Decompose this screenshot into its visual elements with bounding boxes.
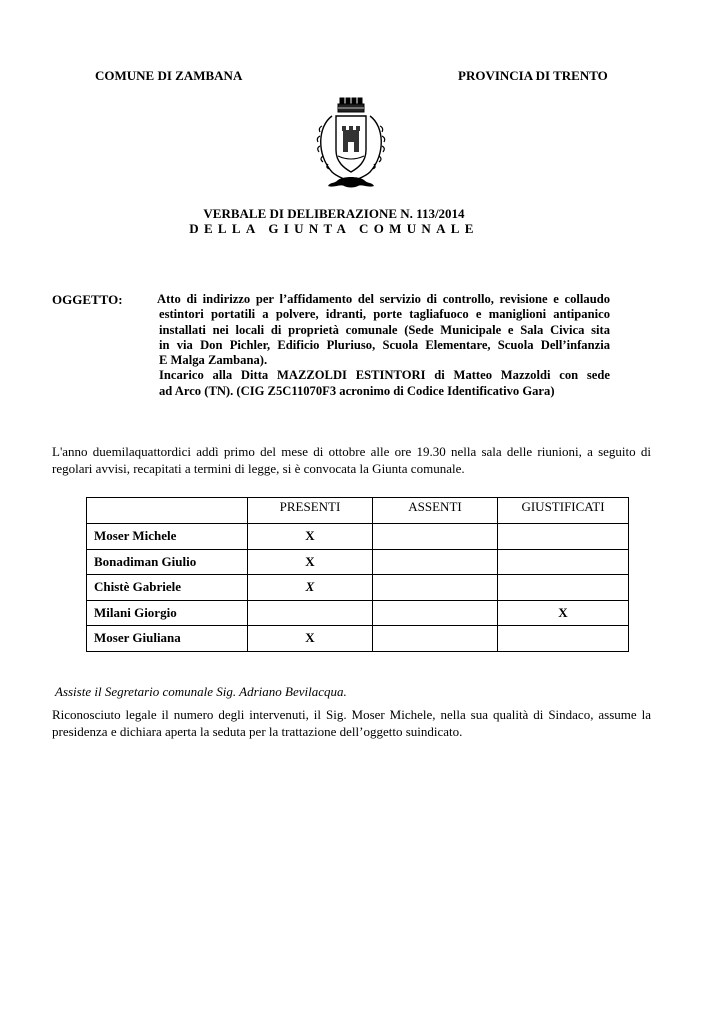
assenti-cell bbox=[373, 575, 498, 601]
assenti-cell bbox=[373, 626, 498, 652]
province-name: PROVINCIA DI TRENTO bbox=[458, 68, 608, 83]
giustificati-cell bbox=[498, 626, 629, 652]
header-cell-name bbox=[87, 498, 248, 524]
giustificati-cell: X bbox=[498, 600, 629, 626]
presenti-cell: X bbox=[248, 575, 373, 601]
table-row bbox=[87, 575, 629, 601]
header-cell-presenti: PRESENTI bbox=[248, 498, 373, 524]
header-cell-assenti: ASSENTI bbox=[373, 498, 498, 524]
subject-line: E Malga Zambana). bbox=[159, 353, 268, 368]
member-name: Moser Giuliana bbox=[87, 626, 248, 652]
presenti-cell: X bbox=[248, 626, 373, 652]
table-header-row bbox=[87, 498, 629, 524]
closing-paragraph: Riconosciuto legale il numero degli intervenuti, il Sig. Moser Michele, nella sua qualità di Sindaco, assume la presidenza e dichiara aperta la seduta per la trattazione dell’oggetto suindicato. bbox=[52, 707, 651, 739]
secretary-statement: Assiste il Segretario comunale Sig. Adriano Bevilacqua. bbox=[55, 684, 347, 699]
presenti-cell: X bbox=[248, 524, 373, 550]
giustificati-cell bbox=[498, 575, 629, 601]
subject-line: ad Arco (TN). (CIG Z5C11070F3 acronimo di Codice Identificativo Gara) bbox=[159, 383, 555, 398]
municipality-name: COMUNE DI ZAMBANA bbox=[95, 68, 243, 83]
intro-paragraph: L'anno duemilaquattordici addì primo del mese di ottobre alle ore 19.30 nella sala delle riunioni, a seguito di regolari avvisi, recapitati a termini di legge, si è convocata la Giunta comunale. bbox=[52, 444, 651, 476]
presenti-cell: X bbox=[248, 549, 373, 575]
subject-line: estintori portatili a polvere, idranti, porte tagliafuoco e maniglioni antipanico bbox=[159, 307, 610, 322]
subject-line: installati nei locali di proprietà comunale (Sede Municipale e Sala Civica sita bbox=[159, 322, 610, 337]
subject-line: Incarico alla Ditta MAZZOLDI ESTINTORI di Matteo Mazzoldi con sede bbox=[159, 368, 610, 383]
giustificati-cell bbox=[498, 549, 629, 575]
member-name: Bonadiman Giulio bbox=[87, 549, 248, 575]
table-row bbox=[87, 626, 629, 652]
subject-text bbox=[157, 292, 610, 399]
attendance-table bbox=[86, 497, 629, 652]
member-name: Moser Michele bbox=[87, 524, 248, 550]
assenti-cell bbox=[373, 600, 498, 626]
deliberation-title: VERBALE DI DELIBERAZIONE N. 113/2014 bbox=[203, 206, 465, 221]
assenti-cell bbox=[373, 524, 498, 550]
assenti-cell bbox=[373, 549, 498, 575]
presenti-cell bbox=[248, 600, 373, 626]
subject-line: Atto di indirizzo per l’affidamento del servizio di controllo, revisione e collaudo bbox=[157, 292, 610, 306]
member-name: Chistè Gabriele bbox=[87, 575, 248, 601]
table-row bbox=[87, 600, 629, 626]
header-cell-giustificati: GIUSTIFICATI bbox=[498, 498, 629, 524]
giustificati-cell bbox=[498, 524, 629, 550]
table-row bbox=[87, 549, 629, 575]
deliberation-subtitle: DELLA GIUNTA COMUNALE bbox=[189, 221, 479, 236]
table-row bbox=[87, 524, 629, 550]
coat-of-arms-icon bbox=[310, 96, 392, 192]
member-name: Milani Giorgio bbox=[87, 600, 248, 626]
subject-line: in via Don Pichler, Edificio Pluriuso, Scuola Elementare, Scuola Dell’infanzia bbox=[159, 337, 610, 352]
subject-label: OGGETTO: bbox=[52, 292, 123, 307]
